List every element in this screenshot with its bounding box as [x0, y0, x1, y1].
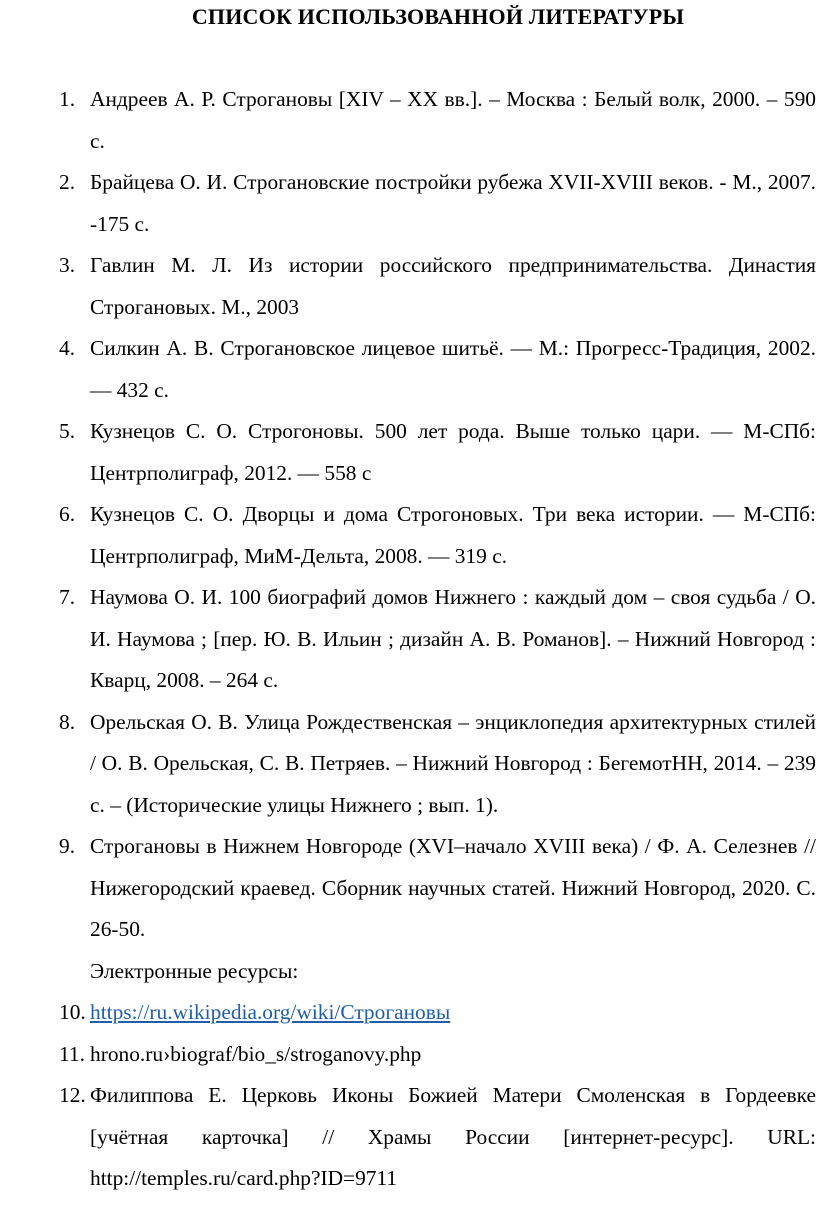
reference-text: hrono.ru›biograf/bio_s/stroganovy.php — [90, 1041, 422, 1066]
reference-text: Орельская О. В. Улица Рождественская – энциклопедия архитектурных стилей / О. В. Орельская, С. В. Петряев. – Нижний Новгород : БегемотНН, 2014. – 239 с. – (Исторические улицы Нижнего ; вып. 1). — [90, 709, 816, 817]
reference-number: 9. — [59, 834, 76, 858]
reference-number: 1. — [59, 87, 76, 111]
reference-item-9 — [0, 826, 816, 951]
reference-text: Наумова О. И. 100 биографий домов Нижнего : каждый дом – своя судьба / О. И. Наумова ; [пер. Ю. В. Ильин ; дизайн А. В. Романов]. – Нижний Новгород : Кварц, 2008. – 264 с. — [90, 585, 816, 692]
reference-item-10 — [0, 992, 816, 1034]
reference-text: Силкин А. В. Строгановское лицевое шитьё. — М.: Прогресс-Традиция, 2002. — 432 с. — [90, 336, 816, 402]
reference-number: 4. — [59, 336, 76, 360]
reference-item-6 — [0, 494, 816, 577]
reference-number: 3. — [59, 253, 76, 277]
reference-item-12 — [0, 1075, 816, 1200]
reference-item-1 — [0, 79, 816, 162]
reference-item-7 — [0, 577, 816, 702]
reference-text: Филиппова Е. Церковь Иконы Божией Матери Смоленская в Гордеевке [учётная карточка] // Храмы России [интернет-ресурс]. URL: http://temples.ru/card.php?ID=9711 — [90, 1083, 816, 1190]
reference-text: Гавлин М. Л. Из истории российского предпринимательства. Династия Строгановых. М., 2003 — [90, 253, 816, 319]
reference-number: 12. — [59, 1083, 86, 1107]
page-title: СПИСОК ИСПОЛЬЗОВАННОЙ ЛИТЕРАТУРЫ — [191, 4, 685, 29]
reference-item-4 — [0, 328, 816, 411]
reference-item-5 — [0, 411, 816, 494]
reference-number: 8. — [59, 709, 76, 734]
reference-list — [0, 79, 816, 1200]
reference-text: Кузнецов С. О. Дворцы и дома Строгоновых. Три века истории. — М-СПб: Центрполиграф, МиМ-Дельта, 2008. — 319 с. — [90, 502, 816, 568]
reference-text: Строгановы в Нижнем Новгороде (XVI–начало XVIII века) / Ф. А. Селезнев // Нижегородский краевед. Сборник научных статей. Нижний Новгород, 2020. С. 26-50. — [90, 834, 816, 941]
reference-number: 2. — [59, 170, 76, 194]
reference-item-8 — [0, 702, 816, 827]
reference-text: Кузнецов С. О. Строгоновы. 500 лет рода. Выше только цари. — М-СПб: Центрполиграф, 2012. — 558 с — [90, 419, 816, 485]
reference-item-11 — [0, 1034, 816, 1076]
reference-number: 11. — [59, 1041, 85, 1066]
reference-number: 10. — [59, 1000, 86, 1024]
reference-text: Брайцева О. И. Строгановские постройки рубежа XVII-XVIII веков. - М., 2007. -175 с. — [90, 170, 816, 236]
reference-item-2 — [0, 162, 816, 245]
wikipedia-link[interactable]: https://ru.wikipedia.org/wiki/Строгановы — [90, 1000, 451, 1024]
reference-number: 6. — [59, 502, 76, 526]
reference-item-3 — [0, 245, 816, 328]
reference-number: 7. — [59, 585, 76, 609]
electronic-resources-heading: Электронные ресурсы: — [90, 958, 299, 983]
reference-number: 5. — [59, 419, 76, 443]
reference-text: Андреев А. Р. Строгановы [XIV – XX вв.]. – Москва : Белый волк, 2000. – 590 с. — [90, 87, 816, 153]
